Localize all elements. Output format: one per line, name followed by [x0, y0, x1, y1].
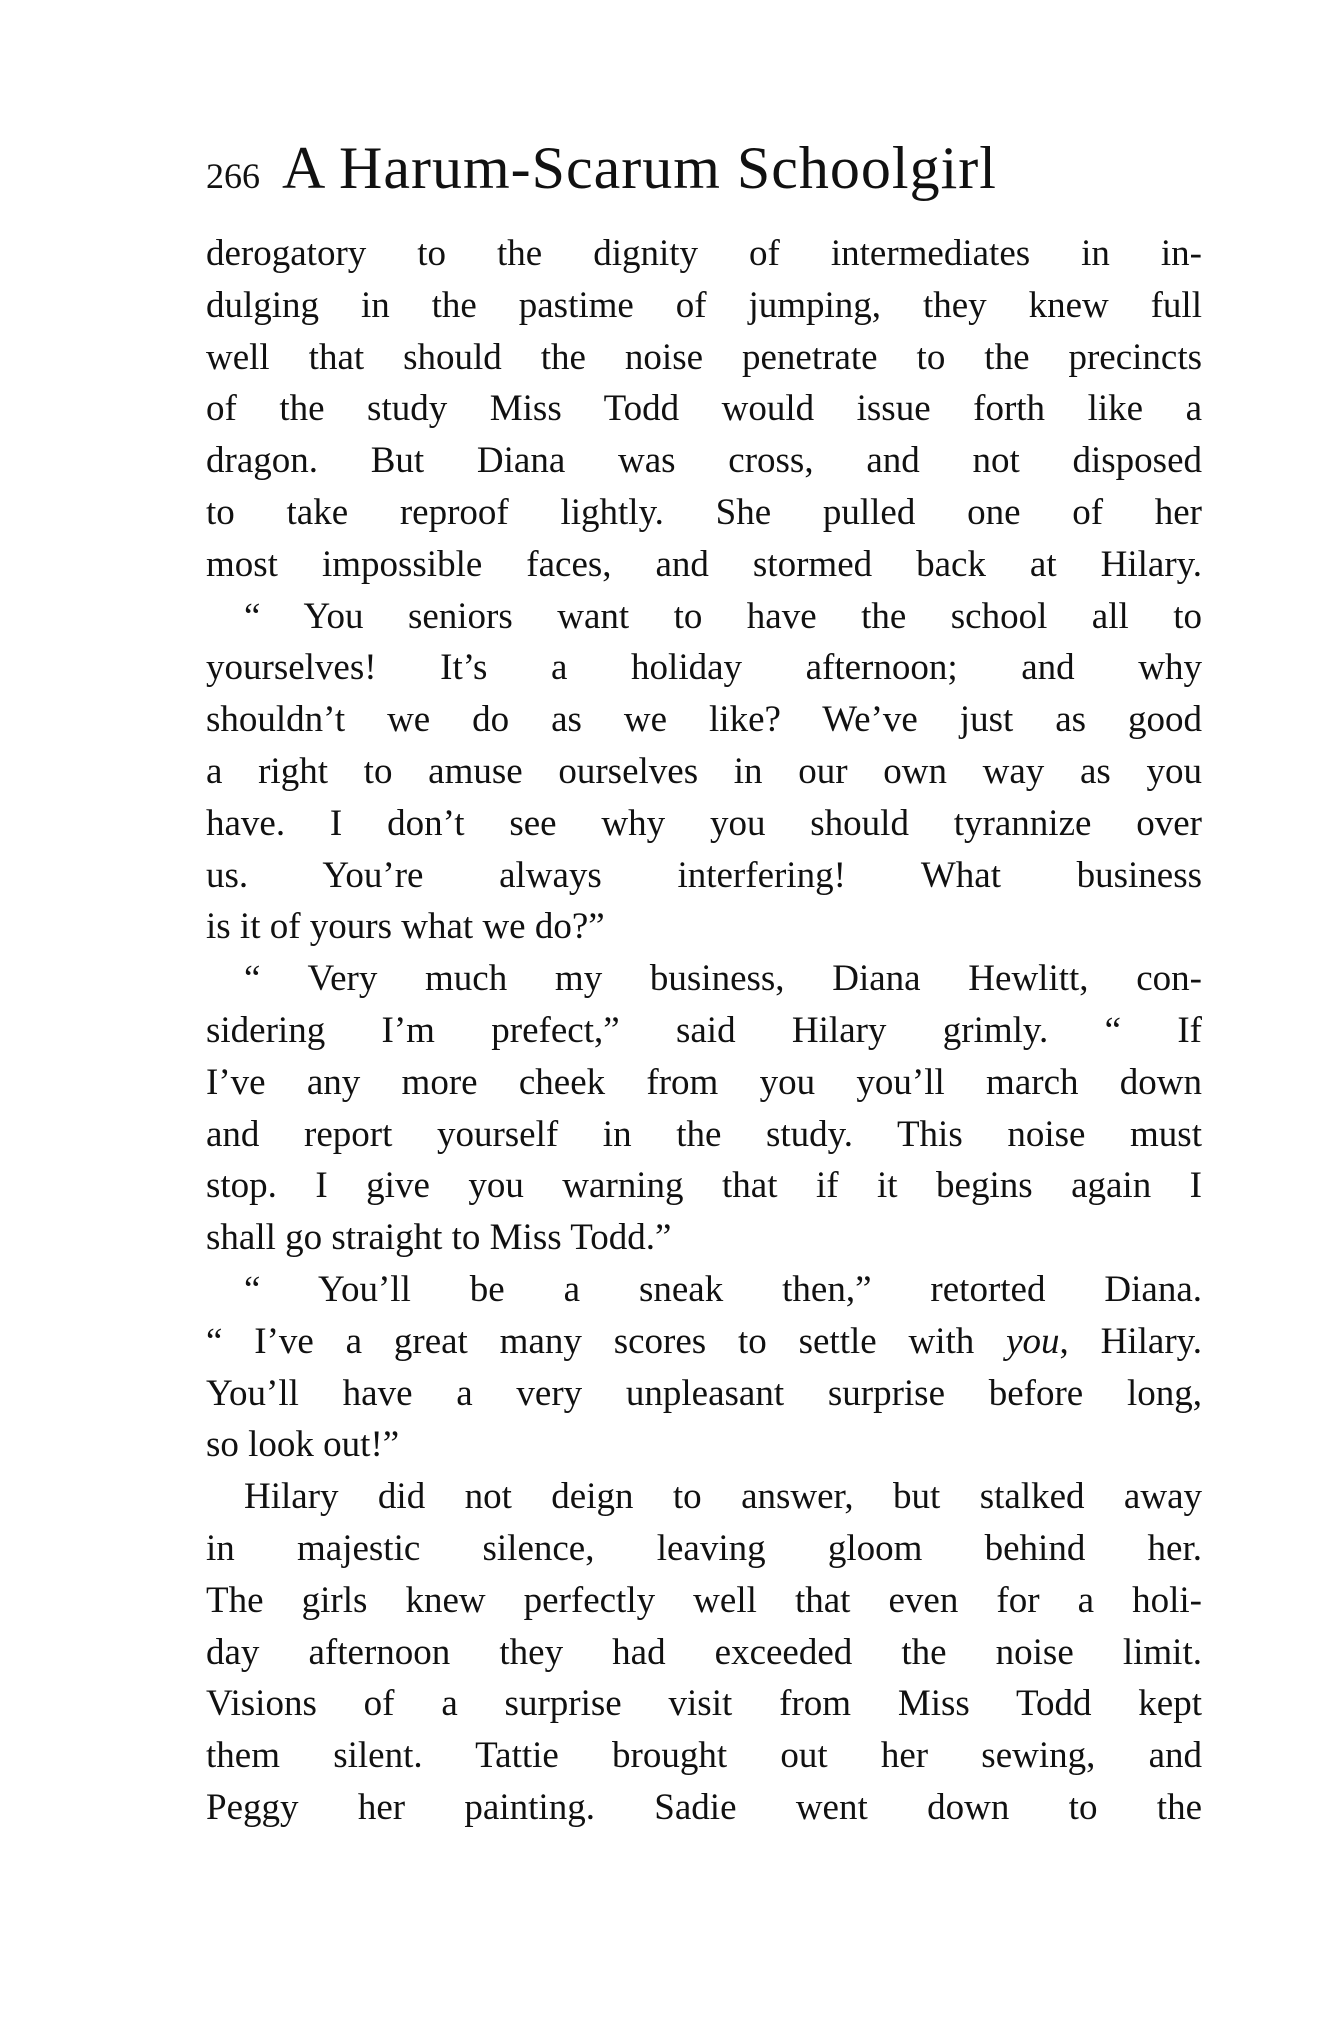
text-line: shouldn’t we do as we like? We’ve just as good [206, 699, 1202, 741]
text-segment: , Hilary. [1059, 1320, 1202, 1362]
text-line: yourselves! It’s a holiday afternoon; and why [206, 647, 1202, 689]
text-line-mixed [206, 1316, 1202, 1368]
text-line: derogatory to the dignity of intermediates in in- [206, 233, 1202, 274]
text-line: The girls knew perfectly well that even for a holi- [206, 1579, 1202, 1621]
text-segment: “ I’ve a great many scores to settle with [206, 1320, 975, 1362]
text-line: Peggy her painting. Sadie went down to the [206, 1786, 1202, 1828]
text-line: most impossible faces, and stormed back at Hilary. [206, 543, 1202, 585]
running-head [206, 128, 997, 208]
text-line: “ You seniors want to have the school all to [244, 595, 1202, 637]
text-line: well that should the noise penetrate to the precincts [206, 336, 1202, 378]
text-line: dulging in the pastime of jumping, they knew full [206, 284, 1202, 326]
text-line: of the study Miss Todd would issue forth like a [206, 388, 1202, 430]
text-line: in majestic silence, leaving gloom behind her. [206, 1527, 1202, 1569]
text-line: sidering I’m prefect,” said Hilary grimly. “ If [206, 1009, 1202, 1051]
italic-emphasis: you [1006, 1320, 1060, 1362]
text-line: You’ll have a very unpleasant surprise before long, [206, 1372, 1202, 1414]
text-line: stop. I give you warning that if it begins again I [206, 1165, 1202, 1207]
text-line: to take reproof lightly. She pulled one of her [206, 491, 1202, 533]
text-line: have. I don’t see why you should tyrannize over [206, 802, 1202, 844]
text-line: Hilary did not deign to answer, but stalked away [244, 1476, 1202, 1518]
text-line: a right to amuse ourselves in our own way as you [206, 750, 1202, 792]
text-line: dragon. But Diana was cross, and not disposed [206, 440, 1202, 482]
page-number: 266 [206, 156, 260, 196]
text-line: and report yourself in the study. This noise must [206, 1113, 1202, 1155]
text-line: shall go straight to Miss Todd.” [206, 1217, 672, 1259]
body-text [206, 228, 1202, 1834]
text-line: Visions of a surprise visit from Miss Todd kept [206, 1683, 1202, 1725]
text-line: I’ve any more cheek from you you’ll march down [206, 1061, 1202, 1103]
text-line: “ Very much my business, Diana Hewlitt, con- [244, 958, 1202, 1000]
text-line: so look out!” [206, 1424, 400, 1466]
text-line: day afternoon they had exceeded the noise limit. [206, 1631, 1202, 1673]
text-line: them silent. Tattie brought out her sewing, and [206, 1735, 1202, 1777]
text-line: is it of yours what we do?” [206, 906, 605, 948]
text-line: us. You’re always interfering! What business [206, 854, 1202, 896]
book-title: A Harum-Scarum Schoolgirl [282, 135, 997, 201]
text-line: “ You’ll be a sneak then,” retorted Diana. [244, 1268, 1202, 1310]
